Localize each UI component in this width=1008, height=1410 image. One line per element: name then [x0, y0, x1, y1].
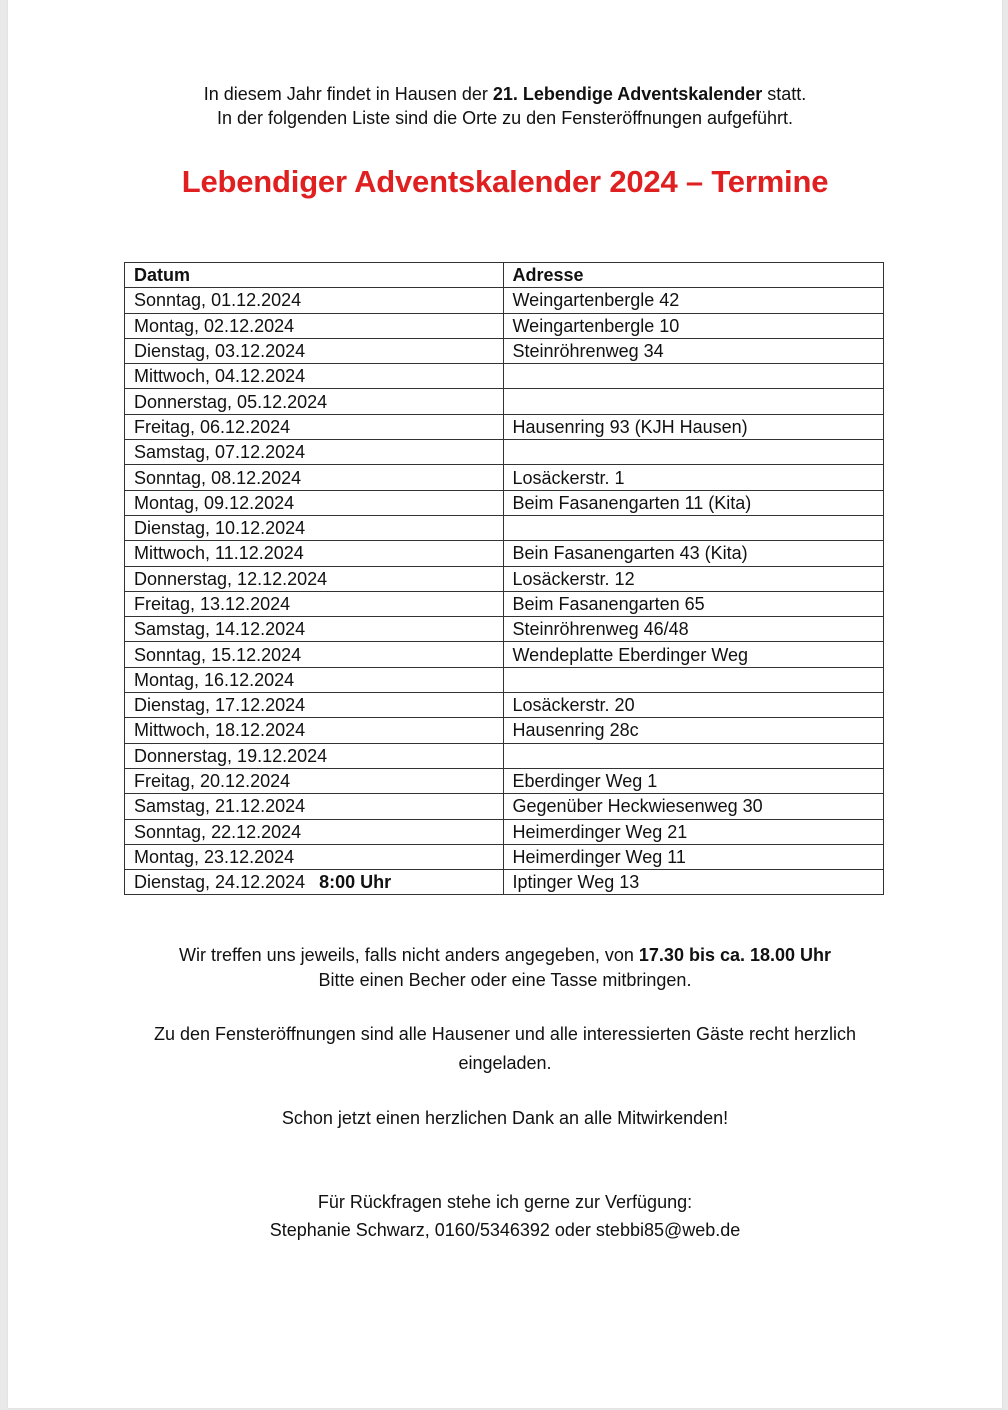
invite-line-2: eingeladen. — [458, 1053, 552, 1073]
date-cell — [125, 693, 504, 718]
table-row — [125, 591, 884, 616]
address-cell: Steinröhrenweg 46/48 — [503, 617, 883, 642]
invitation-text — [8, 1020, 1002, 1078]
date-cell — [125, 642, 504, 667]
date-text: Sonntag, 22.12.2024 — [134, 821, 302, 842]
thanks-line: Schon jetzt einen herzlichen Dank an alle Mitwirkenden! — [281, 1108, 729, 1128]
intro-line-1-start: In diesem Jahr findet in Hausen der — [203, 84, 493, 104]
table-header-row — [125, 263, 884, 288]
date-cell — [125, 617, 504, 642]
table-row — [125, 414, 884, 439]
table-row — [125, 313, 884, 338]
address-cell: Beim Fasanengarten 65 — [503, 591, 883, 616]
table-row — [125, 490, 884, 515]
table-row — [125, 819, 884, 844]
address-cell: Heimerdinger Weg 21 — [503, 819, 883, 844]
meeting-time: 17.30 bis ca. 18.00 Uhr — [638, 945, 832, 965]
address-cell — [503, 364, 883, 389]
address-cell: Beim Fasanengarten 11 (Kita) — [503, 490, 883, 515]
address-cell: Losäckerstr. 1 — [503, 465, 883, 490]
meeting-line-1 — [8, 943, 1002, 968]
date-cell — [125, 870, 504, 895]
table-row — [125, 566, 884, 591]
address-cell: Losäckerstr. 20 — [503, 693, 883, 718]
table-row — [125, 718, 884, 743]
address-cell: Wendeplatte Eberdinger Weg — [503, 642, 883, 667]
table-row — [125, 541, 884, 566]
date-text: Samstag, 21.12.2024 — [134, 796, 306, 817]
date-cell — [125, 313, 504, 338]
date-cell — [125, 288, 504, 313]
date-text: Sonntag, 01.12.2024 — [134, 290, 302, 311]
date-cell — [125, 819, 504, 844]
date-text: Montag, 23.12.2024 — [134, 846, 295, 867]
date-text: Mittwoch, 11.12.2024 — [134, 543, 304, 564]
date-cell — [125, 541, 504, 566]
date-cell — [125, 844, 504, 869]
date-cell — [125, 794, 504, 819]
table-row — [125, 515, 884, 540]
time-note: 8:00 Uhr — [319, 872, 392, 893]
intro-line-1-emphasis: 21. Lebendige Adventskalender — [492, 84, 763, 104]
date-text: Samstag, 07.12.2024 — [134, 442, 306, 463]
table-row — [125, 693, 884, 718]
document-title: Lebendiger Adventskalender 2024 – Termine — [181, 164, 829, 199]
meeting-line-1-start: Wir treffen uns jeweils, falls nicht anders angegeben, von — [178, 945, 639, 965]
table-row — [125, 364, 884, 389]
date-text: Sonntag, 08.12.2024 — [134, 467, 302, 488]
table-row — [125, 338, 884, 363]
contact-line-2: Stephanie Schwarz, 0160/5346392 oder stebbi85@web.de — [269, 1220, 741, 1240]
date-text: Mittwoch, 18.12.2024 — [134, 720, 306, 741]
schedule-body — [125, 288, 884, 895]
date-text: Freitag, 06.12.2024 — [134, 416, 291, 437]
document-page — [8, 0, 1002, 1408]
date-text: Dienstag, 24.12.2024 — [134, 872, 306, 893]
date-text: Montag, 09.12.2024 — [134, 492, 295, 513]
date-cell — [125, 414, 504, 439]
date-cell — [125, 591, 504, 616]
date-text: Dienstag, 10.12.2024 — [134, 518, 306, 539]
date-text: Freitag, 13.12.2024 — [134, 594, 291, 614]
date-cell — [125, 364, 504, 389]
address-cell — [503, 667, 883, 692]
date-cell — [125, 440, 504, 465]
date-text: Montag, 02.12.2024 — [134, 315, 295, 336]
address-cell — [503, 743, 883, 768]
table-row — [125, 389, 884, 414]
contact-info — [8, 1188, 1002, 1244]
table-row — [125, 844, 884, 869]
date-text: Dienstag, 03.12.2024 — [134, 341, 306, 362]
table-row — [125, 794, 884, 819]
meeting-info — [8, 943, 1002, 993]
address-cell: Weingartenbergle 42 — [503, 288, 883, 313]
table-row — [125, 768, 884, 793]
date-text: Freitag, 20.12.2024 — [134, 771, 291, 792]
table-row — [125, 743, 884, 768]
header-date: Datum — [125, 263, 504, 288]
address-cell: Weingartenbergle 10 — [503, 313, 883, 338]
intro-line-1-end: statt. — [762, 84, 807, 104]
intro-text — [8, 82, 1002, 130]
date-text: Donnerstag, 05.12.2024 — [134, 391, 328, 412]
date-text: Donnerstag, 19.12.2024 — [134, 745, 328, 766]
intro-line-2: In der folgenden Liste sind die Orte zu den Fensteröffnungen aufgeführt. — [216, 108, 794, 128]
address-cell: Iptinger Weg 13 — [503, 870, 883, 895]
date-cell — [125, 338, 504, 363]
date-cell — [125, 566, 504, 591]
meeting-line-2: Bitte einen Becher oder eine Tasse mitbringen. — [318, 970, 692, 990]
date-text: Montag, 16.12.2024 — [134, 669, 295, 690]
date-text: Samstag, 14.12.2024 — [134, 619, 306, 640]
address-cell: Bein Fasanengarten 43 (Kita) — [503, 541, 883, 566]
address-cell — [503, 389, 883, 414]
schedule-table — [124, 262, 884, 895]
address-cell: Gegenüber Heckwiesenweg 30 — [503, 794, 883, 819]
date-cell — [125, 768, 504, 793]
address-cell: Losäckerstr. 12 — [503, 566, 883, 591]
date-cell — [125, 490, 504, 515]
table-row — [125, 440, 884, 465]
thanks-text — [8, 1106, 1002, 1131]
date-text: Dienstag, 17.12.2024 — [134, 695, 306, 716]
table-row — [125, 288, 884, 313]
address-cell — [503, 440, 883, 465]
date-text: Mittwoch, 04.12.2024 — [134, 366, 306, 387]
date-cell — [125, 667, 504, 692]
table-row — [125, 642, 884, 667]
invite-line-1: Zu den Fensteröffnungen sind alle Hausener und alle interessierten Gäste recht herzlich — [153, 1024, 857, 1044]
contact-line-1: Für Rückfragen stehe ich gerne zur Verfügung: — [317, 1192, 693, 1212]
date-cell — [125, 718, 504, 743]
address-cell: Eberdinger Weg 1 — [503, 768, 883, 793]
address-cell: Hausenring 93 (KJH Hausen) — [503, 414, 883, 439]
address-cell: Steinröhrenweg 34 — [503, 338, 883, 363]
table-row — [125, 667, 884, 692]
date-cell — [125, 515, 504, 540]
date-cell — [125, 465, 504, 490]
table-row — [125, 870, 884, 895]
table-row — [125, 617, 884, 642]
address-cell — [503, 515, 883, 540]
table-row — [125, 465, 884, 490]
date-text: Donnerstag, 12.12.2024 — [134, 568, 328, 589]
header-address: Adresse — [503, 263, 883, 288]
address-cell: Hausenring 28c — [503, 718, 883, 743]
date-cell — [125, 389, 504, 414]
address-cell: Heimerdinger Weg 11 — [503, 844, 883, 869]
date-cell — [125, 743, 504, 768]
intro-line-1 — [8, 82, 1002, 106]
date-text: Sonntag, 15.12.2024 — [134, 644, 302, 665]
